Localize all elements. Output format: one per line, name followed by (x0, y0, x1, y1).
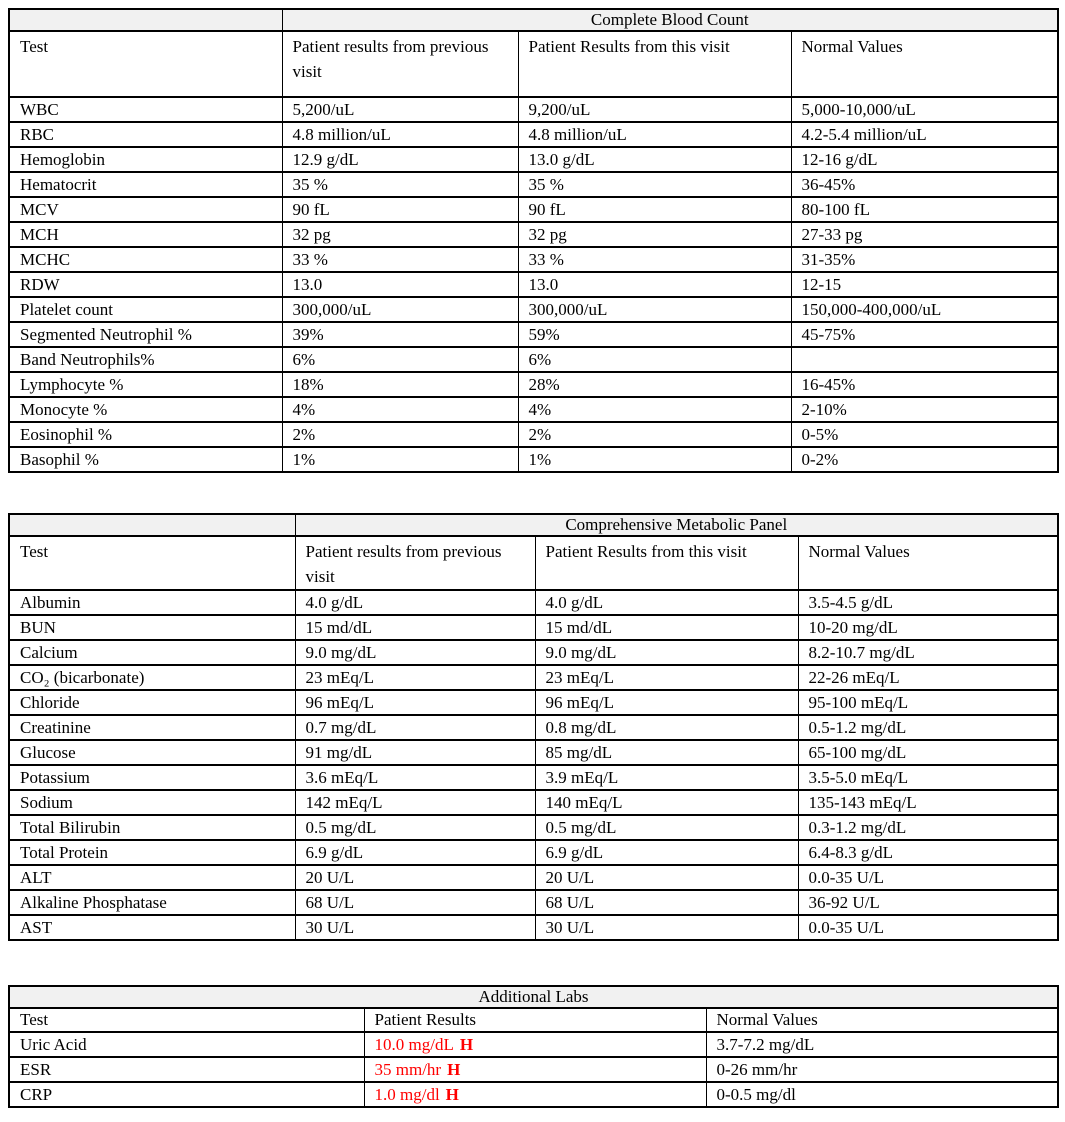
test-name-cell: RBC (9, 122, 282, 147)
current-result-cell: 3.9 mEq/L (535, 765, 798, 790)
previous-result-cell: 12.9 g/dL (282, 147, 518, 172)
previous-result-cell: 23 mEq/L (295, 665, 535, 690)
current-result-cell: 300,000/uL (518, 297, 791, 322)
table-row (9, 690, 1058, 715)
column-header-row (9, 31, 1058, 97)
test-name-cell: Sodium (9, 790, 295, 815)
test-name-cell: ESR (9, 1057, 364, 1082)
table-row (9, 590, 1058, 615)
column-header-test: Test (9, 1008, 364, 1032)
test-name-cell: Chloride (9, 690, 295, 715)
column-header-normal-values: Normal Values (798, 536, 1058, 590)
current-result-cell: 4.0 g/dL (535, 590, 798, 615)
current-result-cell: 28% (518, 372, 791, 397)
normal-values-cell: 31-35% (791, 247, 1058, 272)
previous-result-cell: 20 U/L (295, 865, 535, 890)
normal-values-cell: 0-5% (791, 422, 1058, 447)
current-result-cell: 4% (518, 397, 791, 422)
table-row (9, 197, 1058, 222)
result-value: 10.0 mg/dL (374, 1035, 454, 1054)
previous-result-cell: 35 % (282, 172, 518, 197)
normal-values-cell: 0.3-1.2 mg/dL (798, 815, 1058, 840)
table-row (9, 297, 1058, 322)
table-row (9, 915, 1058, 940)
previous-result-cell: 1% (282, 447, 518, 472)
previous-result-cell: 32 pg (282, 222, 518, 247)
table-row (9, 1032, 1058, 1057)
table-row (9, 615, 1058, 640)
table-row (9, 665, 1058, 690)
current-result-cell: 9.0 mg/dL (535, 640, 798, 665)
table-title-row (9, 9, 1058, 31)
current-result-cell: 35 % (518, 172, 791, 197)
previous-result-cell: 33 % (282, 247, 518, 272)
current-result-cell: 15 md/dL (535, 615, 798, 640)
previous-result-cell: 0.5 mg/dL (295, 815, 535, 840)
current-result-cell: 6% (518, 347, 791, 372)
test-name-cell: Uric Acid (9, 1032, 364, 1057)
table-row (9, 1082, 1058, 1107)
normal-values-cell: 3.7-7.2 mg/dL (706, 1032, 1058, 1057)
normal-values-cell: 5,000-10,000/uL (791, 97, 1058, 122)
table-row (9, 840, 1058, 865)
current-result-cell: 96 mEq/L (535, 690, 798, 715)
test-name-cell: MCHC (9, 247, 282, 272)
normal-values-cell (791, 347, 1058, 372)
normal-values-cell: 0-0.5 mg/dl (706, 1082, 1058, 1107)
previous-result-cell: 5,200/uL (282, 97, 518, 122)
current-result-cell: 2% (518, 422, 791, 447)
comprehensive-metabolic-panel-table (8, 513, 1059, 941)
column-header-previous-visit: Patient results from previous visit (282, 31, 518, 97)
previous-result-cell: 6% (282, 347, 518, 372)
normal-values-cell: 22-26 mEq/L (798, 665, 1058, 690)
test-name-cell: Calcium (9, 640, 295, 665)
normal-values-cell: 27-33 pg (791, 222, 1058, 247)
test-name-cell: Creatinine (9, 715, 295, 740)
test-name-cell: Monocyte % (9, 397, 282, 422)
current-result-cell: 6.9 g/dL (535, 840, 798, 865)
previous-result-cell: 9.0 mg/dL (295, 640, 535, 665)
test-name-cell: Albumin (9, 590, 295, 615)
table-row (9, 347, 1058, 372)
column-header-row (9, 536, 1058, 590)
patient-result-cell (364, 1057, 706, 1082)
normal-values-cell: 36-92 U/L (798, 890, 1058, 915)
previous-result-cell: 30 U/L (295, 915, 535, 940)
test-name-cell: Hemoglobin (9, 147, 282, 172)
table-row (9, 222, 1058, 247)
normal-values-cell: 6.4-8.3 g/dL (798, 840, 1058, 865)
test-name-cell: AST (9, 915, 295, 940)
table-row (9, 447, 1058, 472)
current-result-cell: 90 fL (518, 197, 791, 222)
normal-values-cell: 80-100 fL (791, 197, 1058, 222)
normal-values-cell: 95-100 mEq/L (798, 690, 1058, 715)
previous-result-cell: 39% (282, 322, 518, 347)
normal-values-cell: 2-10% (791, 397, 1058, 422)
current-result-cell: 140 mEq/L (535, 790, 798, 815)
test-name-cell: Alkaline Phosphatase (9, 890, 295, 915)
current-result-cell: 20 U/L (535, 865, 798, 890)
current-result-cell: 4.8 million/uL (518, 122, 791, 147)
table-row (9, 172, 1058, 197)
previous-result-cell: 300,000/uL (282, 297, 518, 322)
current-result-cell: 59% (518, 322, 791, 347)
normal-values-cell: 0-2% (791, 447, 1058, 472)
previous-result-cell: 18% (282, 372, 518, 397)
normal-values-cell: 65-100 mg/dL (798, 740, 1058, 765)
column-header-this-visit: Patient Results from this visit (535, 536, 798, 590)
result-value: 1.0 mg/dl (374, 1085, 440, 1104)
test-name-cell: Lymphocyte % (9, 372, 282, 397)
previous-result-cell: 4.8 million/uL (282, 122, 518, 147)
current-result-cell: 32 pg (518, 222, 791, 247)
normal-values-cell: 8.2-10.7 mg/dL (798, 640, 1058, 665)
test-name-cell: Band Neutrophils% (9, 347, 282, 372)
column-header-test: Test (9, 536, 295, 590)
table-title: Complete Blood Count (282, 9, 1058, 31)
test-name-cell: CO₂ (bicarbonate) (9, 665, 295, 690)
current-result-cell: 30 U/L (535, 915, 798, 940)
test-name-cell: ALT (9, 865, 295, 890)
test-name-cell: Potassium (9, 765, 295, 790)
current-result-cell: 0.8 mg/dL (535, 715, 798, 740)
test-name-cell: MCH (9, 222, 282, 247)
test-name-cell: BUN (9, 615, 295, 640)
test-name-cell: RDW (9, 272, 282, 297)
current-result-cell: 9,200/uL (518, 97, 791, 122)
current-result-cell: 13.0 g/dL (518, 147, 791, 172)
test-name-cell: WBC (9, 97, 282, 122)
normal-values-cell: 12-16 g/dL (791, 147, 1058, 172)
column-header-previous-visit: Patient results from previous visit (295, 536, 535, 590)
previous-result-cell: 142 mEq/L (295, 790, 535, 815)
previous-result-cell: 68 U/L (295, 890, 535, 915)
previous-result-cell: 96 mEq/L (295, 690, 535, 715)
test-name-cell: CRP (9, 1082, 364, 1107)
normal-values-cell: 4.2-5.4 million/uL (791, 122, 1058, 147)
column-header-patient-results: Patient Results (364, 1008, 706, 1032)
column-header-test: Test (9, 31, 282, 97)
test-name-cell: Platelet count (9, 297, 282, 322)
test-name-cell: Basophil % (9, 447, 282, 472)
previous-result-cell: 3.6 mEq/L (295, 765, 535, 790)
column-header-normal-values: Normal Values (706, 1008, 1058, 1032)
current-result-cell: 23 mEq/L (535, 665, 798, 690)
abnormal-high-flag: H (447, 1060, 461, 1079)
table-row (9, 122, 1058, 147)
previous-result-cell: 4% (282, 397, 518, 422)
normal-values-cell: 3.5-4.5 g/dL (798, 590, 1058, 615)
table-title: Comprehensive Metabolic Panel (295, 514, 1058, 536)
table-row (9, 272, 1058, 297)
previous-result-cell: 15 md/dL (295, 615, 535, 640)
table-row (9, 865, 1058, 890)
normal-values-cell: 150,000-400,000/uL (791, 297, 1058, 322)
test-name-cell: Segmented Neutrophil % (9, 322, 282, 347)
current-result-cell: 0.5 mg/dL (535, 815, 798, 840)
normal-values-cell: 45-75% (791, 322, 1058, 347)
result-value: 35 mm/hr (374, 1060, 442, 1079)
current-result-cell: 85 mg/dL (535, 740, 798, 765)
test-name-cell: Total Protein (9, 840, 295, 865)
table-row (9, 1057, 1058, 1082)
additional-labs-table (8, 985, 1059, 1108)
normal-values-cell: 10-20 mg/dL (798, 615, 1058, 640)
test-name-cell: Total Bilirubin (9, 815, 295, 840)
table-row (9, 247, 1058, 272)
normal-values-cell: 0.0-35 U/L (798, 915, 1058, 940)
title-row-spacer-cell (9, 9, 282, 31)
patient-result-cell (364, 1032, 706, 1057)
test-name-cell: Eosinophil % (9, 422, 282, 447)
normal-values-cell: 16-45% (791, 372, 1058, 397)
table-row (9, 790, 1058, 815)
table-row (9, 422, 1058, 447)
table-row (9, 765, 1058, 790)
current-result-cell: 68 U/L (535, 890, 798, 915)
table-row (9, 740, 1058, 765)
table-row (9, 397, 1058, 422)
column-header-row (9, 1008, 1058, 1032)
current-result-cell: 13.0 (518, 272, 791, 297)
normal-values-cell: 0-26 mm/hr (706, 1057, 1058, 1082)
complete-blood-count-table (8, 8, 1059, 473)
previous-result-cell: 6.9 g/dL (295, 840, 535, 865)
current-result-cell: 33 % (518, 247, 791, 272)
table-row (9, 890, 1058, 915)
table-row (9, 715, 1058, 740)
table-row (9, 322, 1058, 347)
test-name-cell: Glucose (9, 740, 295, 765)
column-header-normal-values: Normal Values (791, 31, 1058, 97)
normal-values-cell: 0.0-35 U/L (798, 865, 1058, 890)
normal-values-cell: 36-45% (791, 172, 1058, 197)
previous-result-cell: 90 fL (282, 197, 518, 222)
table-title-row (9, 986, 1058, 1008)
table-row (9, 815, 1058, 840)
abnormal-high-flag: H (459, 1035, 474, 1054)
table-row (9, 372, 1058, 397)
test-name-cell: MCV (9, 197, 282, 222)
normal-values-cell: 12-15 (791, 272, 1058, 297)
column-header-this-visit: Patient Results from this visit (518, 31, 791, 97)
table-row (9, 97, 1058, 122)
previous-result-cell: 13.0 (282, 272, 518, 297)
normal-values-cell: 0.5-1.2 mg/dL (798, 715, 1058, 740)
table-title: Additional Labs (9, 986, 1058, 1008)
patient-result-cell (364, 1082, 706, 1107)
title-row-spacer-cell (9, 514, 295, 536)
normal-values-cell: 135-143 mEq/L (798, 790, 1058, 815)
previous-result-cell: 0.7 mg/dL (295, 715, 535, 740)
table-row (9, 147, 1058, 172)
table-title-row (9, 514, 1058, 536)
previous-result-cell: 2% (282, 422, 518, 447)
previous-result-cell: 4.0 g/dL (295, 590, 535, 615)
abnormal-high-flag: H (445, 1085, 459, 1104)
table-row (9, 640, 1058, 665)
test-name-cell: Hematocrit (9, 172, 282, 197)
current-result-cell: 1% (518, 447, 791, 472)
normal-values-cell: 3.5-5.0 mEq/L (798, 765, 1058, 790)
previous-result-cell: 91 mg/dL (295, 740, 535, 765)
